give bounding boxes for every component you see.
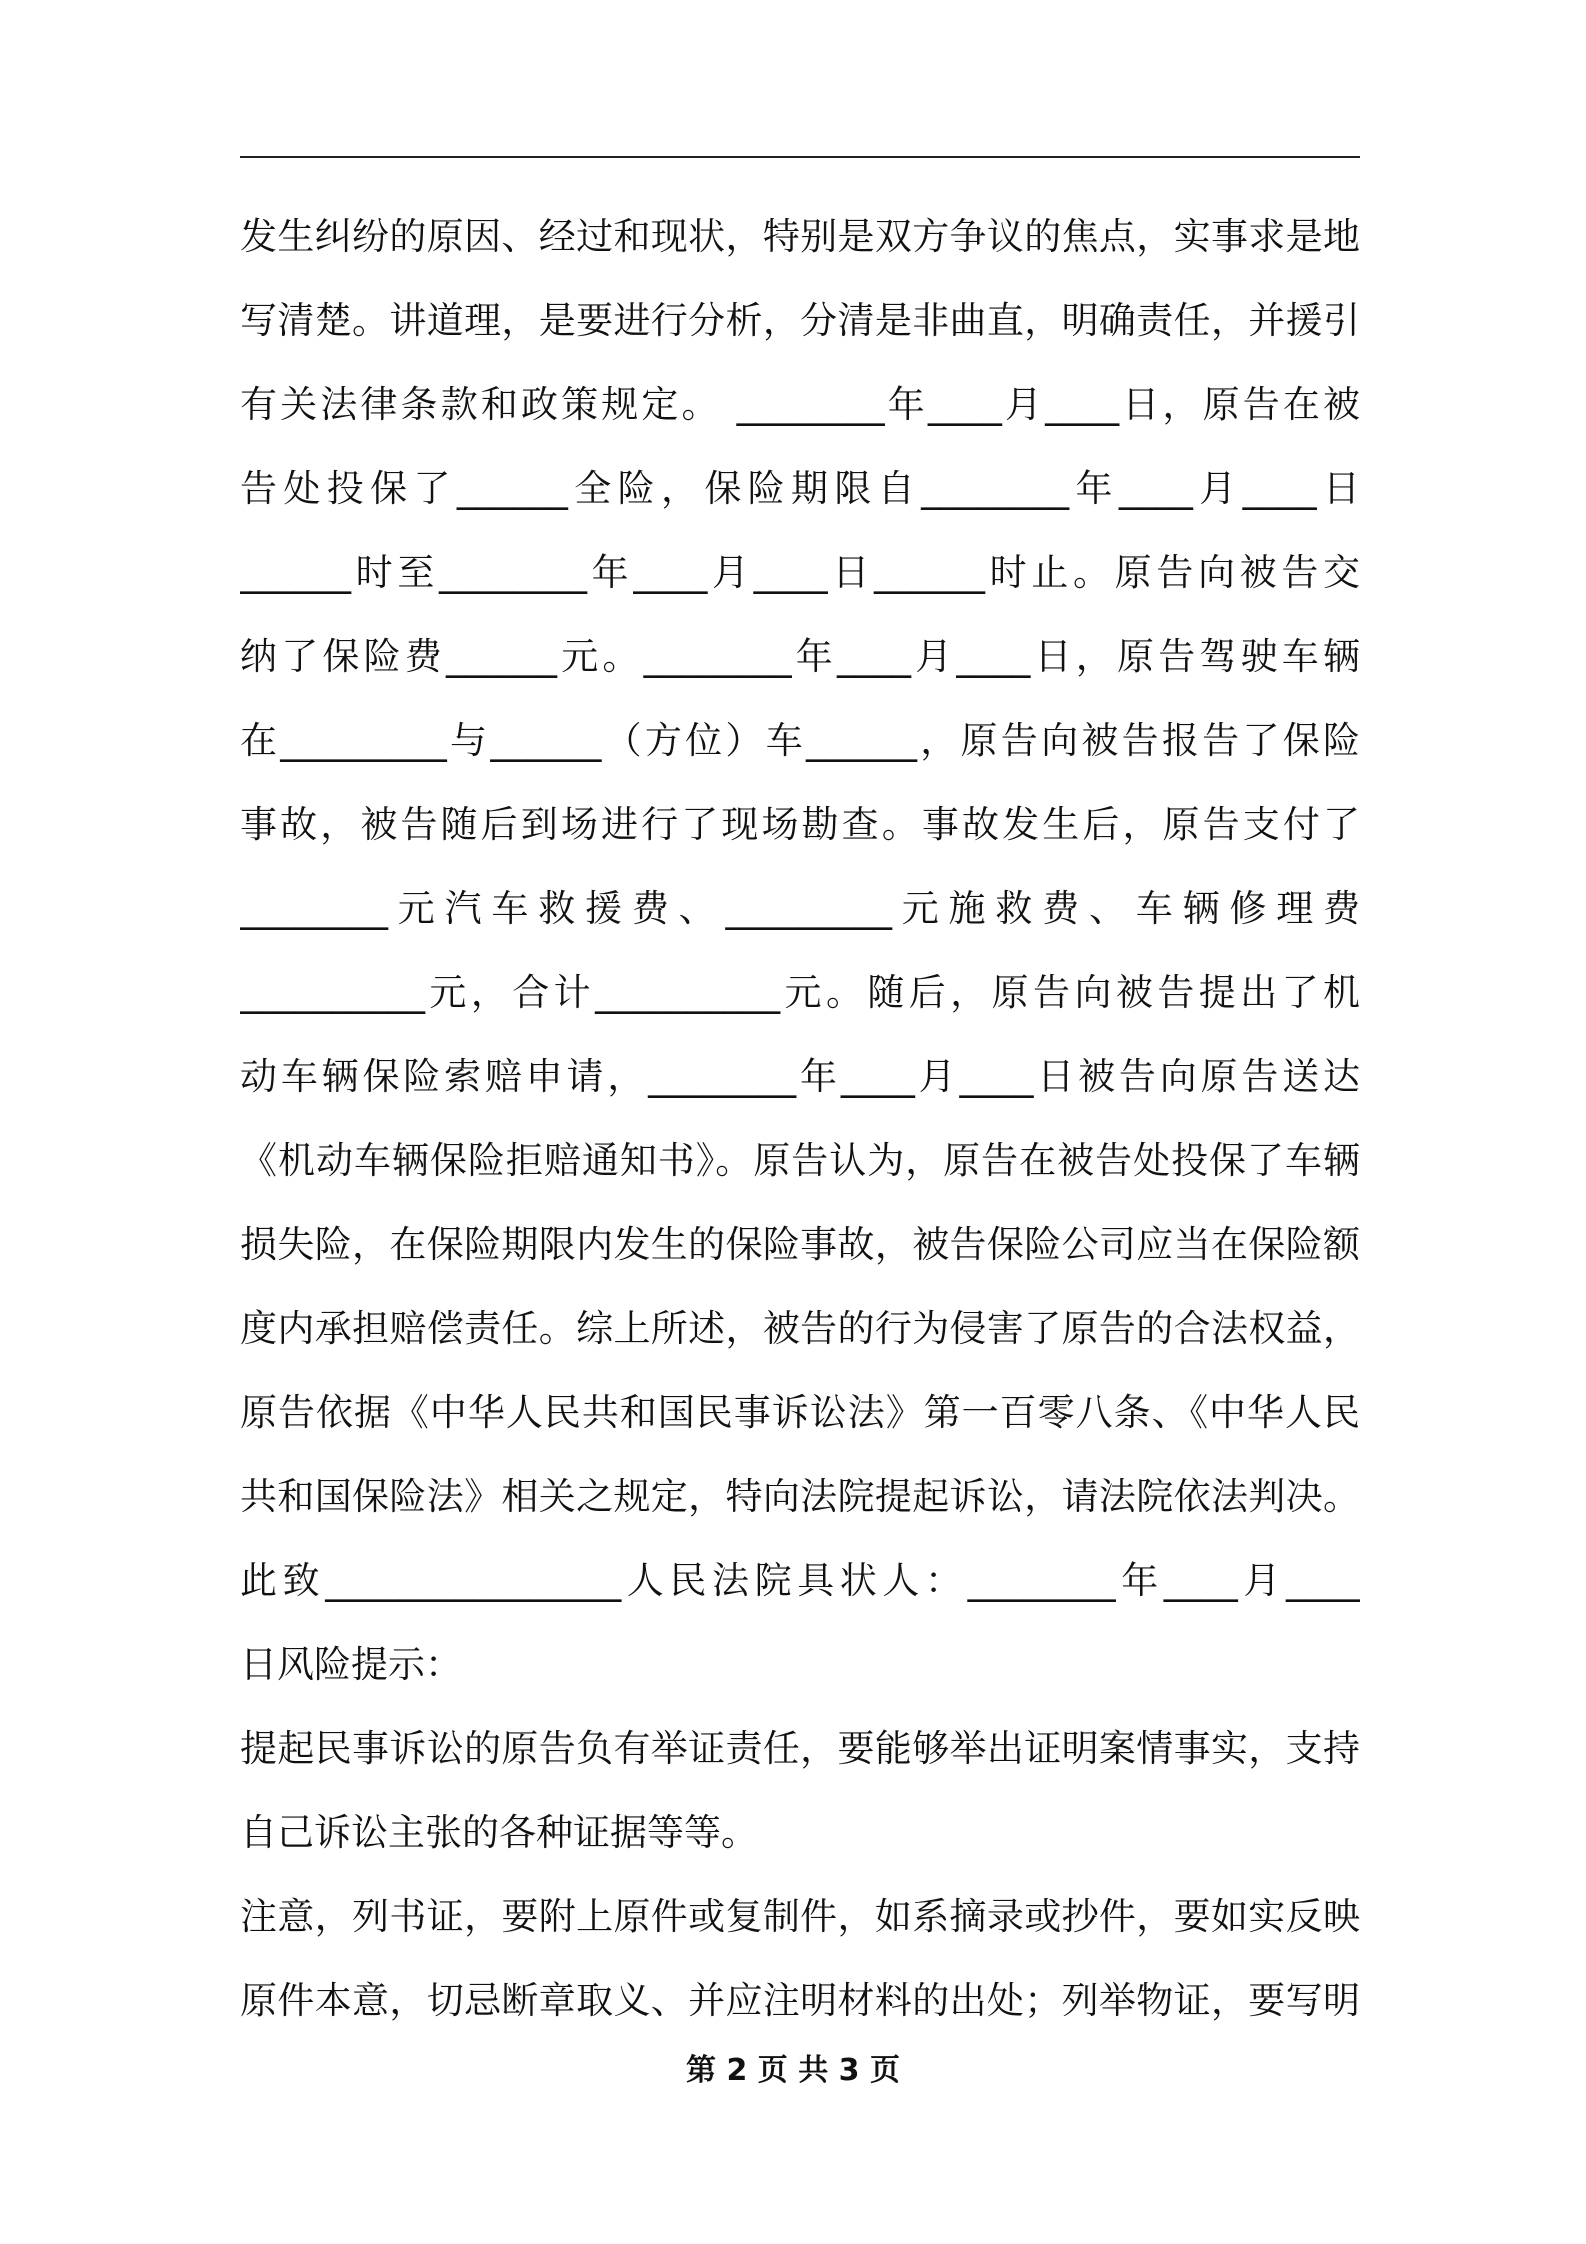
header-rule xyxy=(240,156,1360,158)
text-line: 在_________与______（方位）车______，原告向被告报告了保险 xyxy=(240,719,1360,762)
text-line: 告处投保了______全险，保险期限自________年____月____日 xyxy=(240,467,1360,510)
text-line: 日风险提示： xyxy=(240,1643,462,1686)
page-number: 第 2 页 共 3 页 xyxy=(686,2053,900,2088)
text-line: __________元，合计__________元。随后，原告向被告提出了机 xyxy=(240,971,1360,1014)
text-line: 发生纠纷的原因、经过和现状，特别是双方争议的焦点，实事求是地 xyxy=(240,215,1360,258)
text-line: 自己诉讼主张的各种证据等等。 xyxy=(240,1811,758,1854)
text-line: 写清楚。讲道理，是要进行分析，分清是非曲直，明确责任，并援引 xyxy=(240,299,1360,342)
document-body xyxy=(240,195,1360,2043)
text-line: ________元汽车救援费、_________元施救费、车辆修理费 xyxy=(240,887,1360,930)
text-line: 提起民事诉讼的原告负有举证责任，要能够举出证明案情事实，支持 xyxy=(240,1727,1360,1770)
text-line: 此致________________人民法院具状人：________年____月____ xyxy=(240,1559,1360,1602)
text-line: 《机动车辆保险拒赔通知书》。原告认为，原告在被告处投保了车辆 xyxy=(240,1139,1360,1182)
text-line: 共和国保险法》相关之规定，特向法院提起诉讼，请法院依法判决。 xyxy=(240,1475,1360,1518)
text-line: 事故，被告随后到场进行了现场勘查。事故发生后，原告支付了 xyxy=(240,803,1360,846)
text-line: 有关法律条款和政策规定。 ________年____月____日，原告在被 xyxy=(240,383,1360,426)
text-line: ______时至________年____月____日______时止。原告向被告交 xyxy=(240,551,1360,594)
text-line: 动车辆保险索赔申请，________年____月____日被告向原告送达 xyxy=(240,1055,1360,1098)
text-line: 纳了保险费______元。________年____月____日，原告驾驶车辆 xyxy=(240,635,1360,678)
text-line: 原告依据《中华人民共和国民事诉讼法》第一百零八条、《中华人民 xyxy=(240,1391,1360,1434)
text-line: 损失险，在保险期限内发生的保险事故，被告保险公司应当在保险额 xyxy=(240,1223,1360,1266)
text-line: 原件本意，切忌断章取义、并应注明材料的出处；列举物证，要写明 xyxy=(240,1979,1360,2022)
text-line: 注意，列书证，要附上原件或复制件，如系摘录或抄件，要如实反映 xyxy=(240,1895,1360,1938)
text-line: 度内承担赔偿责任。综上所述，被告的行为侵害了原告的合法权益， xyxy=(240,1307,1360,1350)
